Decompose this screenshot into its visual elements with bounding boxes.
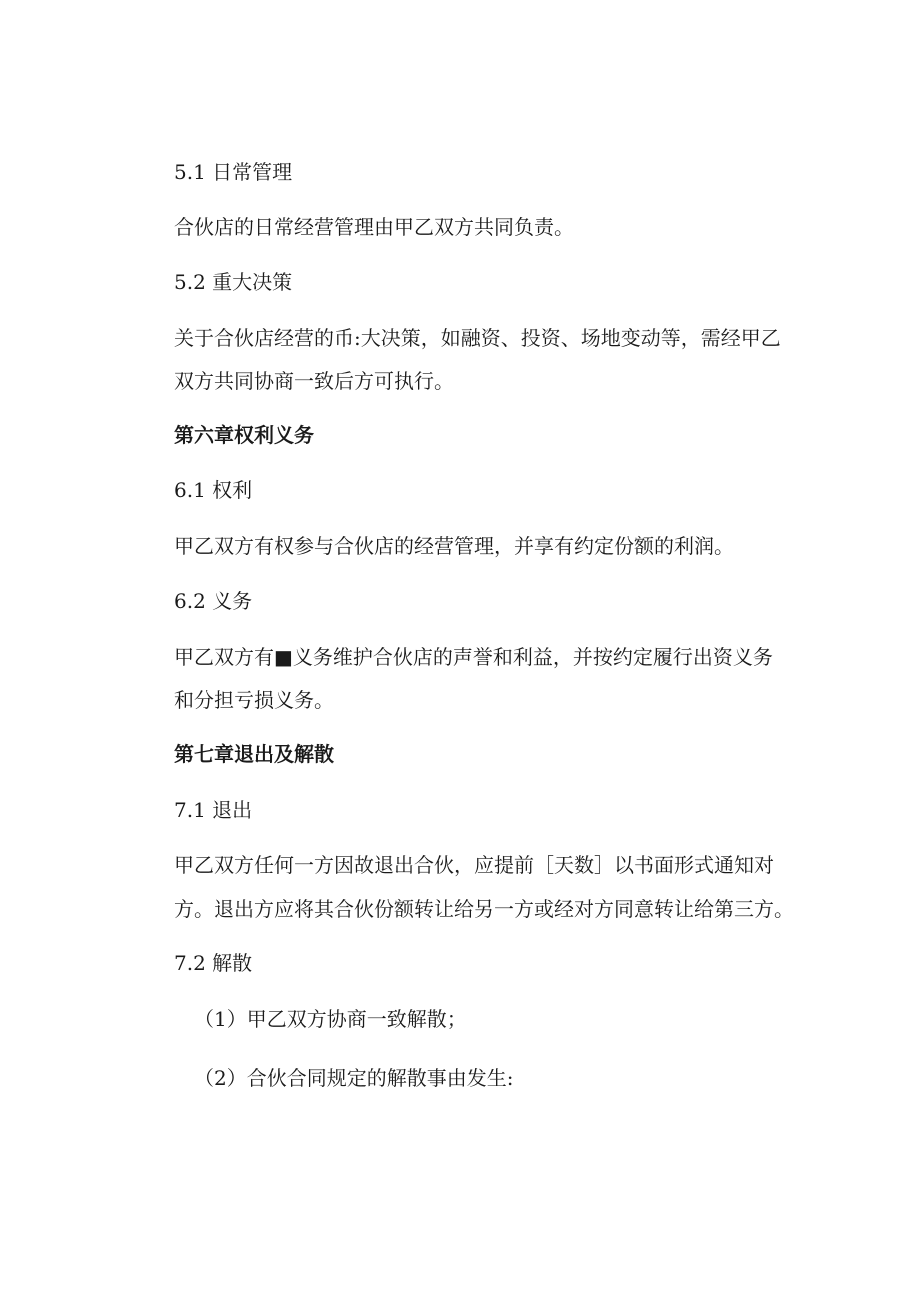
section-6-1-title: 6.1 权利 [174,478,253,502]
section-7-2-item-1: （1）甲乙双方协商一致解散； [194,1007,467,1031]
chapter-7-title: 第七章退出及解散 [174,742,334,766]
section-7-2-title: 7.2 解散 [174,951,253,975]
section-6-2-title: 6.2 义务 [174,589,253,613]
section-6-1-body: 甲乙双方有权参与合伙店的经营管理，并享有约定份额的利润。 [174,534,734,558]
section-5-1-title: 5.1 日常管理 [174,160,293,184]
section-7-1-title: 7.1 退出 [174,798,253,822]
section-6-2-body-line-2: 和分担亏损义务。 [174,688,334,712]
section-5-2-title: 5.2 重大决策 [174,270,293,294]
section-5-2-body-line-1: 关于合伙店经营的币:大决策，如融资、投资、场地变动等，需经甲乙 [174,326,781,350]
section-7-2-item-2: （2）合伙合同规定的解散事由发生: [194,1066,514,1090]
section-6-2-body-line-1: 甲乙双方有■义务维护合伙店的声誉和利益，并按约定履行出资义务 [174,645,773,669]
chapter-6-title: 第六章权利义务 [174,423,314,447]
section-7-1-body-line-2: 方。退出方应将其合伙份额转让给另一方或经对方同意转让给第三方。 [174,897,794,921]
section-7-1-body-line-1: 甲乙双方任何一方因故退出合伙，应提前［天数］以书面形式通知对 [174,853,774,877]
section-5-1-body: 合伙店的日常经营管理由甲乙双方共同负责。 [174,215,574,239]
section-5-2-body-line-2: 双方共同协商一致后方可执行。 [174,369,454,393]
